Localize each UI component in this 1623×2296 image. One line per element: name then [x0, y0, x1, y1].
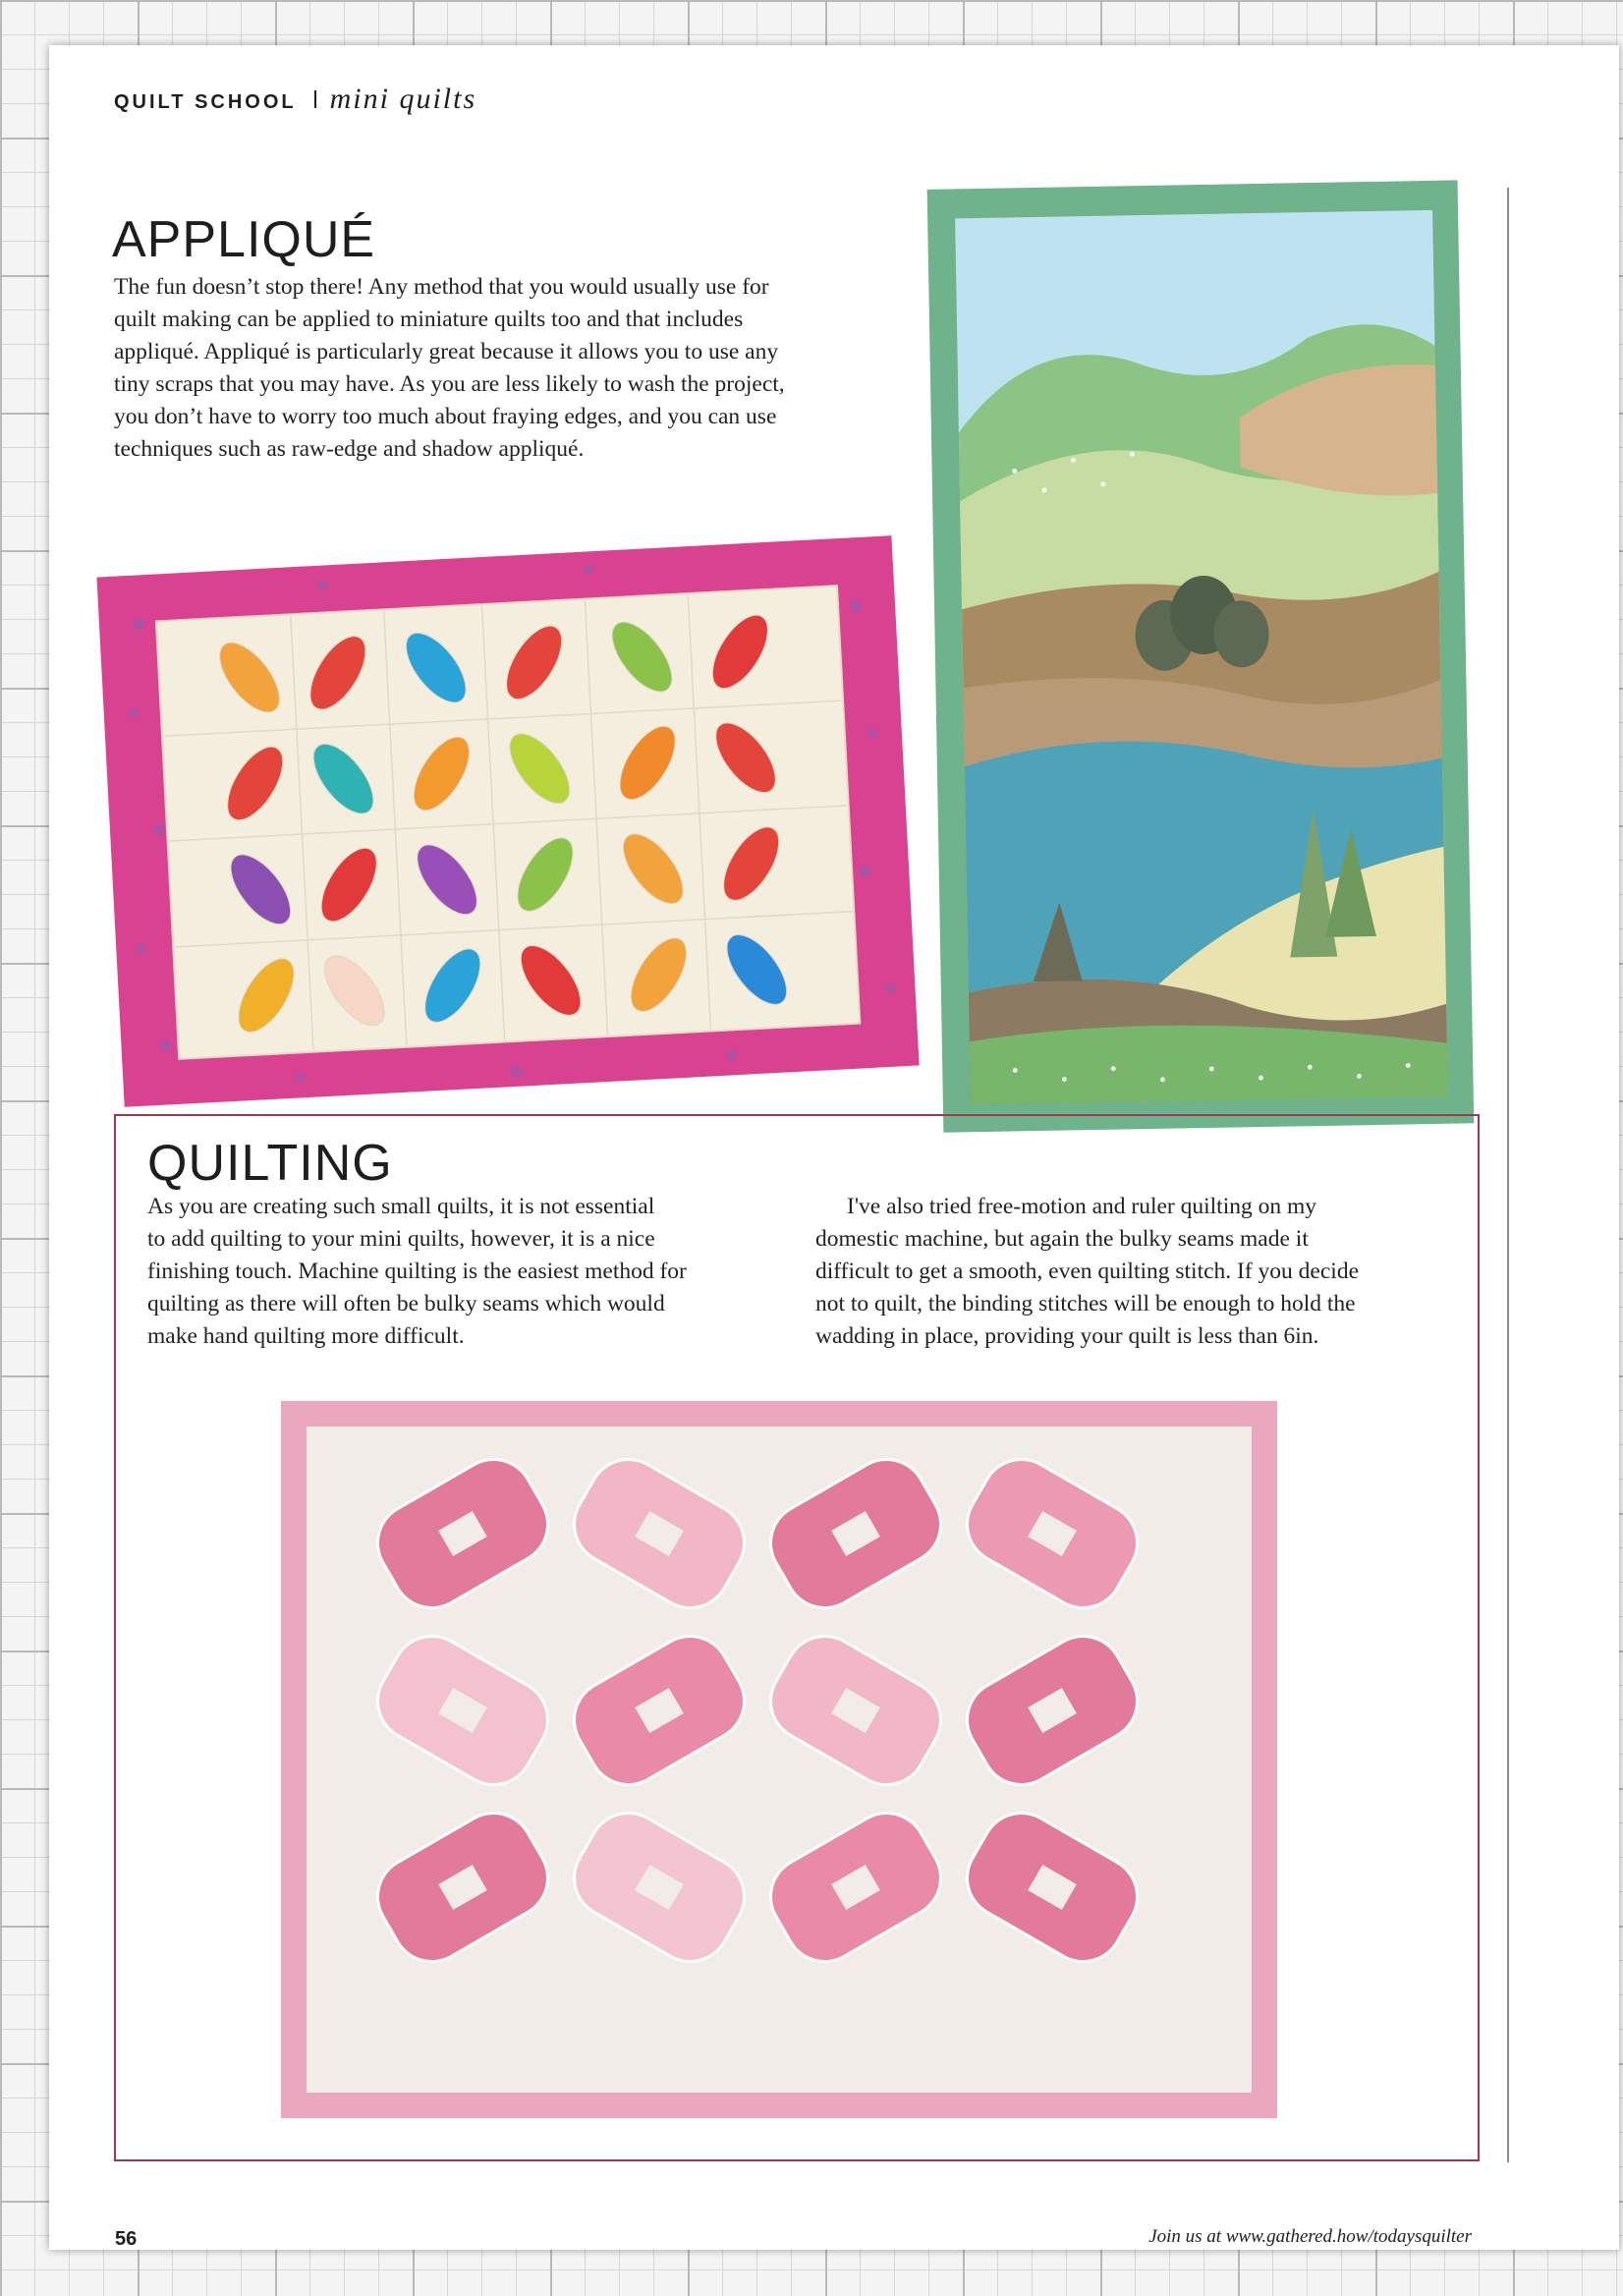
- applique-heading: APPLIQUÉ: [112, 211, 376, 268]
- pink-quilt-photo: [281, 1401, 1277, 2118]
- quilting-heading: QUILTING: [147, 1135, 393, 1192]
- quilting-line: quilting as there will often be bulky seams which would: [147, 1291, 665, 1316]
- quilting-line: difficult to get a smooth, even quilting stitch. If you decide: [815, 1259, 1360, 1284]
- quilting-panel: [114, 1114, 1480, 2161]
- quilting-column-1: [147, 1191, 687, 1353]
- applique-line: you don’t have to worry too much about fraying edges, and you can use: [114, 404, 777, 429]
- quilting-line: to add quilting to your mini quilts, however, it is a nice: [147, 1226, 655, 1252]
- quilting-line: domestic machine, but again the bulky seams made it: [815, 1226, 1309, 1252]
- applique-line: appliqué. Appliqué is particularly great because it allows you to use any: [114, 339, 779, 364]
- magazine-page: [49, 45, 1619, 2250]
- header-divider: [314, 90, 316, 108]
- footer-link[interactable]: Join us at www.gathered.how/todaysquilter: [1148, 2226, 1472, 2247]
- applique-line: techniques such as raw-edge and shadow appliqué.: [114, 436, 585, 462]
- applique-line: tiny scraps that you may have. As you are less likely to wash the project,: [114, 371, 785, 397]
- quilting-line: As you are creating such small quilts, it is not essential: [147, 1194, 655, 1219]
- applique-line: The fun doesn’t stop there! Any method that you would usually use for: [114, 274, 769, 300]
- quilting-line: make hand quilting more difficult.: [147, 1323, 465, 1349]
- applique-line: quilt making can be applied to miniature quilts too and that includes: [114, 307, 744, 332]
- quilting-line: not to quilt, the binding stitches will be enough to hold the: [815, 1291, 1356, 1316]
- page-header: [114, 83, 476, 116]
- section-label: QUILT SCHOOL: [114, 91, 297, 113]
- applique-quilt-photo: [90, 517, 925, 1124]
- quilting-line: finishing touch. Machine quilting is the easiest method for: [147, 1259, 687, 1284]
- column-rule: [1507, 188, 1509, 2162]
- quilting-column-2: [815, 1191, 1359, 1353]
- quilting-line: wadding in place, providing your quilt is less than 6in.: [815, 1323, 1319, 1349]
- topic-label: mini quilts: [329, 83, 477, 115]
- applique-paragraph: [114, 271, 785, 466]
- quilting-line: I've also tried free-motion and ruler quilting on my: [847, 1194, 1317, 1219]
- page-number: 56: [115, 2228, 138, 2250]
- landscape-quilt-photo: [920, 173, 1489, 1146]
